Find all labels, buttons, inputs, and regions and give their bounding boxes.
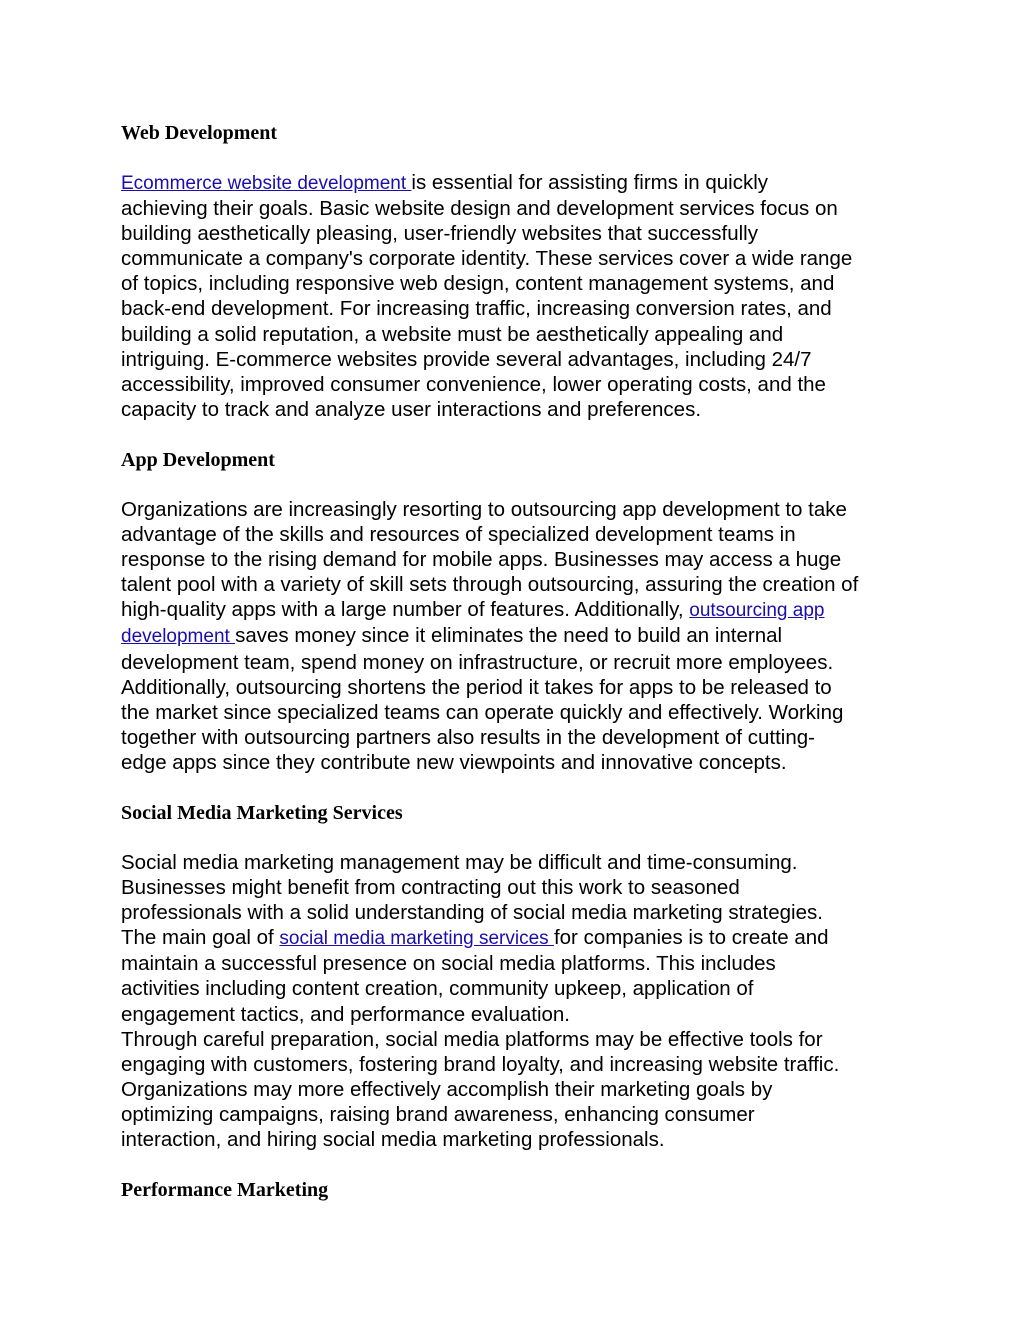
section-heading: Social Media Marketing Services [121, 801, 403, 824]
paragraph-line: advantage of the skills and resources of specialized development teams in [121, 523, 796, 547]
section-paragraph [121, 170, 911, 422]
section-web-development [121, 120, 911, 422]
social-media-marketing-services-link[interactable]: social media marketing services [279, 928, 554, 950]
paragraph-line [121, 597, 911, 623]
section-paragraph [121, 850, 911, 1152]
paragraph-line: Businesses might benefit from contracting out this work to seasoned [121, 876, 740, 900]
paragraph-line: edge apps since they contribute new viewpoints and innovative concepts. [121, 750, 787, 774]
section-performance-marketing [121, 1177, 911, 1203]
paragraph-line: together with outsourcing partners also results in the development of cutting- [121, 725, 815, 749]
paragraph-line: the market since specialized teams can operate quickly and effectively. Working [121, 700, 844, 724]
paragraph-line: development team, spend money on infrastructure, or recruit more employees. [121, 650, 834, 674]
paragraph-line: engagement tactics, and performance evaluation. [121, 1002, 570, 1026]
paragraph-line: of topics, including responsive web design, content management systems, and [121, 272, 835, 296]
paragraph-line: engaging with customers, fostering brand loyalty, and increasing website traffic. [121, 1052, 840, 1076]
section-heading: Performance Marketing [121, 1179, 329, 1202]
paragraph-line [121, 925, 911, 951]
line-text: The main goal of [121, 926, 280, 950]
paragraph-line: intriguing. E-commerce websites provide several advantages, including 24/7 [121, 347, 812, 371]
paragraph-line: response to the rising demand for mobile apps. Businesses may access a huge [121, 548, 842, 572]
paragraph-line: building a solid reputation, a website must be aesthetically appealing and [121, 322, 784, 346]
paragraph-line: activities including content creation, community upkeep, application of [121, 977, 754, 1001]
line-text: high-quality apps with a large number of features. Additionally, [121, 598, 690, 622]
section-heading: Web Development [121, 122, 278, 144]
paragraph-line: maintain a successful presence on social media platforms. This includes [121, 952, 776, 976]
paragraph-line: building aesthetically pleasing, user-friendly websites that successfully [121, 222, 758, 246]
document-page [121, 120, 911, 1203]
section-app-development [121, 447, 911, 775]
section-social-media-marketing [121, 800, 911, 1152]
line-text: saves money since it eliminates the need to build an internal [235, 624, 783, 648]
paragraph-line: achieving their goals. Basic website design and development services focus on [121, 197, 838, 221]
paragraph-line: interaction, and hiring social media marketing professionals. [121, 1128, 665, 1151]
paragraph-line: professionals with a solid understanding of social media marketing strategies. [121, 901, 823, 925]
paragraph-line [121, 623, 911, 649]
outsourcing-app-development-link[interactable]: outsourcing app [689, 600, 825, 622]
paragraph-line: accessibility, improved consumer convenience, lower operating costs, and the [121, 372, 826, 396]
paragraph-line: optimizing campaigns, raising brand awareness, enhancing consumer [121, 1102, 755, 1126]
ecommerce-website-development-link[interactable]: Ecommerce website development [121, 173, 412, 194]
paragraph-line: capacity to track and analyze user interactions and preferences. [121, 397, 702, 421]
paragraph-line [121, 170, 911, 196]
outsourcing-app-development-link-continued[interactable]: development [121, 626, 236, 648]
paragraph-line: Organizations are increasingly resorting to outsourcing app development to take [121, 497, 847, 521]
paragraph-line: back-end development. For increasing traffic, increasing conversion rates, and [121, 297, 832, 321]
line-text: for companies is to create and [553, 926, 829, 950]
paragraph-line: Additionally, outsourcing shortens the period it takes for apps to be released to [121, 675, 832, 699]
paragraph-line: talent pool with a variety of skill sets through outsourcing, assuring the creation of [121, 573, 859, 597]
paragraph-line: communicate a company's corporate identity. These services cover a wide range [121, 247, 853, 271]
paragraph-line: Through careful preparation, social media platforms may be effective tools for [121, 1027, 823, 1051]
section-paragraph [121, 497, 911, 775]
line-text: is essential for assisting firms in quickly [411, 171, 769, 194]
section-heading: App Development [121, 448, 275, 471]
paragraph-line: Social media marketing management may be difficult and time-consuming. [121, 850, 798, 874]
paragraph-line: Organizations may more effectively accomplish their marketing goals by [121, 1077, 773, 1101]
